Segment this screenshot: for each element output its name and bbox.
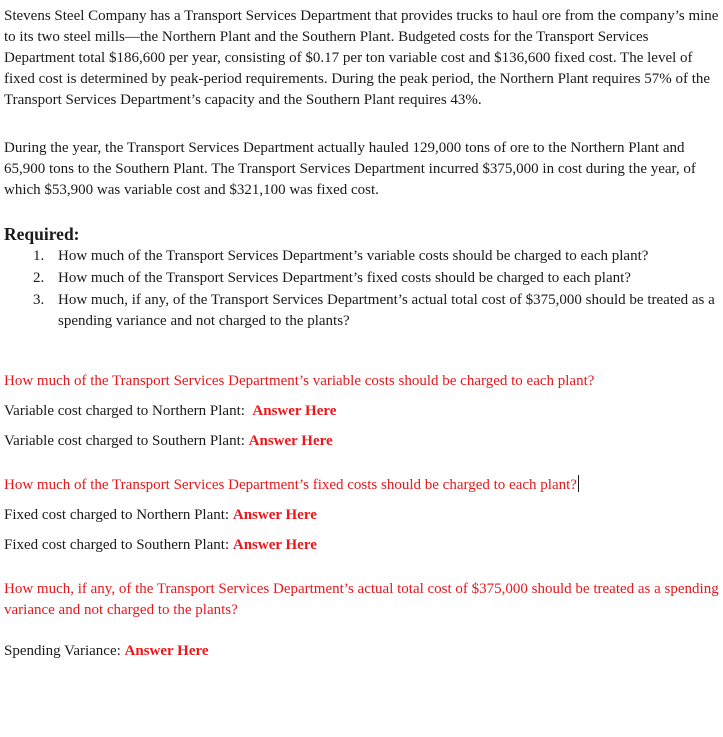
- required-list: [4, 246, 719, 332]
- variable-southern-line: [4, 431, 719, 452]
- required-item-text: How much of the Transport Services Department’s fixed costs should be charged to each plant?: [58, 270, 631, 286]
- fixed-southern-line: [4, 535, 719, 556]
- list-number: 2.: [33, 270, 45, 286]
- list-number: 3.: [33, 292, 45, 308]
- required-item-text: How much of the Transport Services Department’s variable costs should be charged to each plant?: [58, 248, 649, 264]
- fixed-southern-answer[interactable]: Answer Here: [232, 537, 317, 553]
- variable-northern-label: Variable cost charged to Northern Plant:: [4, 403, 253, 419]
- required-item-text: How much, if any, of the Transport Services Department’s actual total cost of $375,000 should be treated as a spending variance and not charged to the plants?: [58, 292, 715, 329]
- fixed-northern-line: [4, 505, 719, 526]
- spending-variance-answer[interactable]: Answer Here: [124, 643, 209, 659]
- intro-paragraph-1: Stevens Steel Company has a Transport Services Department that provides trucks to haul ore from the company’s mine to its two steel mills—the Northern Plant and the Southern Plant. Budgeted costs for the Transport Services Department total $186,600 per year, consisting of $0.17 per ton variable cost and $136,600 fixed cost. The level of fixed cost is determined by peak-period requirements. During the peak period, the Northern Plant requires 57% of the Transport Services Department’s capacity and the Southern Plant requires 43%.: [4, 8, 719, 108]
- variable-southern-answer[interactable]: Answer Here: [248, 433, 333, 449]
- intro-paragraph-2: During the year, the Transport Services Department actually hauled 129,000 tons of ore to the Northern Plant and 65,900 tons to the Southern Plant. The Transport Services Department incurred $375,000 in cost during the year, of which $53,900 was variable cost and $321,100 was fixed cost.: [4, 140, 696, 198]
- question-2-text: How much of the Transport Services Department’s fixed costs should be charged to each plant?: [4, 477, 577, 493]
- spending-variance-label: Spending Variance:: [4, 643, 125, 659]
- spending-variance-line: [4, 641, 719, 662]
- required-item-1: [4, 246, 719, 267]
- required-item-3: [4, 290, 719, 332]
- variable-northern-line: [4, 401, 719, 422]
- list-number: 1.: [33, 248, 45, 264]
- fixed-southern-label: Fixed cost charged to Southern Plant:: [4, 537, 233, 553]
- required-heading: Required:: [4, 224, 80, 244]
- question-2-heading: [4, 475, 719, 496]
- document-page: [4, 6, 719, 662]
- variable-northern-answer[interactable]: Answer Here: [252, 403, 337, 419]
- fixed-northern-label: Fixed cost charged to Northern Plant:: [4, 507, 233, 523]
- question-1-heading: How much of the Transport Services Department’s variable costs should be charged to each plant?: [4, 373, 595, 389]
- question-3-heading: How much, if any, of the Transport Services Department’s actual total cost of $375,000 should be treated as a spending variance and not charged to the plants?: [4, 581, 719, 618]
- text-cursor: [578, 475, 579, 492]
- required-item-2: [4, 268, 719, 289]
- fixed-northern-answer[interactable]: Answer Here: [232, 507, 317, 523]
- variable-southern-label: Variable cost charged to Southern Plant:: [4, 433, 249, 449]
